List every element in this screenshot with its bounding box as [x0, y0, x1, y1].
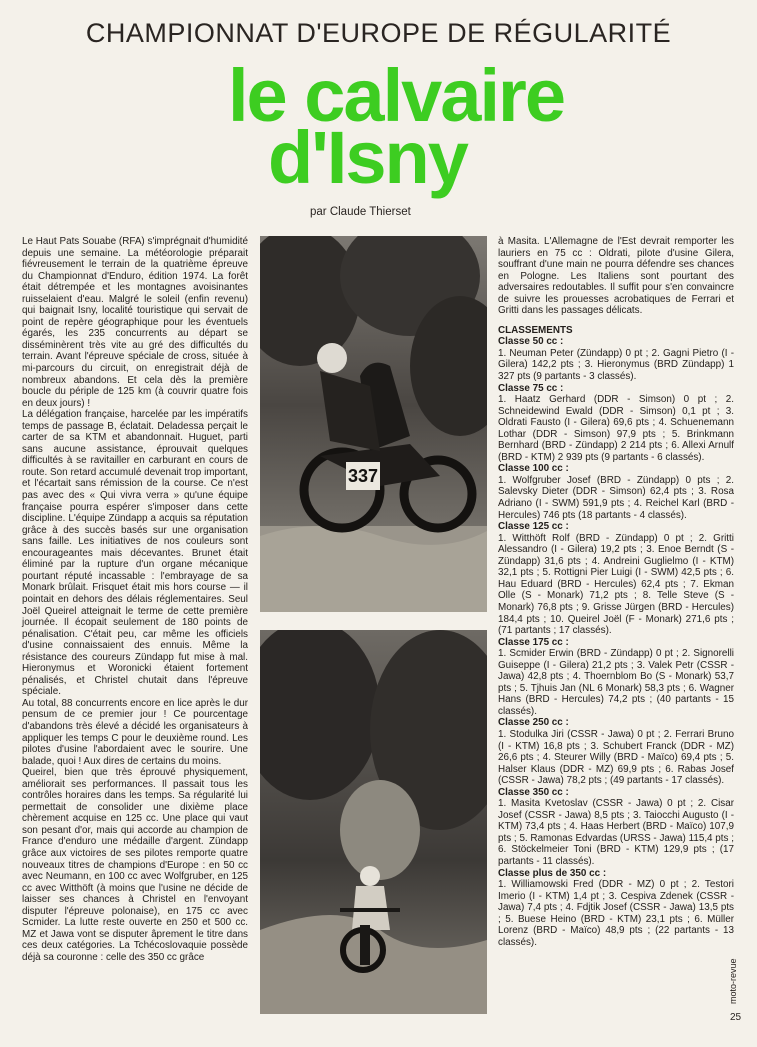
class-heading: Classe 250 cc : [498, 717, 569, 729]
article-column-3 [498, 236, 734, 948]
article-paragraph: Queirel, bien que très éprouvé physiquement, améliorait ses performances. Il passait tous les contrôles horaires dans les temps. Sa régularité lui permettait de consolider une dixième place chèrement acquise en 125 cc. Une place qui vaut son pesant d'or, mais qui accorde au champion de France d'enduro une médaille d'argent. Zündapp grâce aux victoires de ses pilotes remporte quatre nouveaux titres de champions d'Europe : en 50 cc avec Neumann, en 100 cc avec Wolfgruber, en 125 cc avec Witthöft (à moins que l'usine ne décide de laisser ses chances à Christel en l'envoyant disputer l'épreuve polonaise), en 175 cc avec Scmider. La lutte reste ouverte en 250 et 500 cc. MZ et Jawa vont se disputer âprement le titre dans ces deux catégories. La Tchécoslovaquie possède déjà sa couronne : celle des 350 cc grâce [22, 767, 248, 963]
class-results: 1. Stodulka Jiri (CSSR - Jawa) 0 pt ; 2. Ferrari Bruno (I - KTM) 16,8 pts ; 3. Schubert Franck (DDR - MZ) 26,6 pts ; 4. Steurer Willy (BRD - Maïco) 69,4 pts ; 5. Halser Klaus (DDR - MZ) 69,9 pts ; 6. Rabas Josef (CSSR - Jawa) 78,2 pts ; (49 partants - 17 classés). [498, 728, 734, 787]
title-line-2: d'Isny [268, 116, 467, 199]
class-results: 1. Haatz Gerhard (DDR - Simson) 0 pt ; 2. Schneidewind Ewald (DDR - Simson) 0,1 pt ; 3. Oldrati Fausto (I - Gilera) 69,6 pts ; 4. Schuenemann Lothar (DDR - Simson) 97,9 pts ; 5. Brinkmann Bernhard (BRD - Zündapp) 2 214 pts ; 6. Allexi Arnulf (BRD - KTM) 2 939 pts (9 partants - 6 classés). [498, 394, 734, 463]
article-column-1 [22, 236, 248, 963]
photo-rider-top [260, 236, 487, 612]
byline: par Claude Thierset [310, 206, 411, 218]
class-results: 1. Masita Kvetoslav (CSSR - Jawa) 0 pt ; 2. Cisar Josef (CSSR - Jawa) 8,5 pts ; 3. Taiocchi Augusto (I - KTM) 73,4 pts ; 4. Haas Herbert (BRD - Maïco) 107,9 pts ; 5. Ramonas Edvardas (URSS - Jawa) 115,4 pts ; 6. Stöckelmeier Toni (BRD - KTM) 129,9 pts ; (17 partants - 11 classés). [498, 798, 734, 867]
page-number: 25 [730, 1012, 742, 1023]
class-heading: Classe 350 cc : [498, 786, 569, 798]
class-results: 1. Williamowski Fred (DDR - MZ) 0 pt ; 2. Testori Imerio (I - KTM) 1,4 pt ; 3. Cespiva Zdenek (CSSR - Jawa) 7,4 pts ; 4. Fdjtik Josef (CSSR - Jawa) 13,5 pts ; 5. Buese Heino (BRD - KTM) 23,1 pts ; 6. Müller Lorenz (BRD - Maïco) 48,9 pts ; (22 partants - 13 classés). [498, 879, 734, 948]
article-paragraph: Le Haut Pats Souabe (RFA) s'imprégnait d'humidité depuis une semaine. La météorologie préparait fiévreusement le terrain de la quatrième épreuve du Championnat d'Enduro, édition 1974. La forêt était détrempée et les montagnes avoisinantes ruisselaient d'eau. Malgré le soleil (enfin revenu) qui baignait Isny, localité touristique qui servait de point de repère géographique pour les éventuels égarés, les 235 concurrents au départ se disséminèrent très vite au gré des difficultés du terrain. Avant l'épreuve spéciale de cross, située à mi-parcours du circuit, on enregistrait déjà de nombreux abandons. Et cela dès la première boucle du périple de 125 km (à couvrir quatre fois en deux jours) ! [22, 236, 248, 409]
rider-photo-illustration [260, 236, 487, 612]
article-paragraph: La délégation française, harcelée par les impératifs temps de passage B, éclatait. Deladessa perçait le carter de sa KTM et abandonnait. Huguet, parti sans aucune assistance, éprouvait quelques difficultés à se ravitailler en carburant en cours de route. Son retard accumulé devenait trop important, et l'écartait sans rémission de la course. Ce n'est pas avec des « Qui vivra verra » qu'une équipe française pourra espérer s'imposer dans cette discipline. L'équipe Zündapp a acquis sa réputation grâce à des succès basés sur une organisation sans faille. Les initiatives de nos couleurs sont encourageantes mais décevantes. Brunet était éliminé par la rupture d'un organe mécanique pourtant réputé incassable : l'embrayage de sa Monark brûlait. Frisquet était mis hors course — il pointait en dehors des délais réglementaires. Seul Joël Queirel atteignait le terme de cette première journée. Il écopait seulement de 180 points de pénalisation. C'était peu, car même les officiels d'usine connaissaient des ennuis. Même la résistance des coureurs Zündapp fut mise à mal. Hieronymus et Woronicki étaient fortement pénalisés, et Christel chutait dans l'épreuve spéciale. [22, 409, 248, 698]
article-paragraph: à Masita. L'Allemagne de l'Est devrait remporter les lauriers en 75 cc : Oldrati, pilote d'usine Gilera, souffrant d'une main ne pourra défendre ses chances en Pologne. Les Italiens sont pourtant des adversaires redoutables. Il suffit pour s'en convaincre de suivre les prouesses acrobatiques de Ferrari et Gritti dans les passages délicats. [498, 236, 734, 317]
class-heading: Classe plus de 350 cc : [498, 867, 607, 879]
plate-number: 337 [347, 466, 379, 486]
class-results: 1. Neuman Peter (Zündapp) 0 pt ; 2. Gagni Pietro (I - Gilera) 142,2 pts ; 3. Hieronymus (BRD Zündapp) 1 327 pts (9 partants - 3 classés). [498, 347, 734, 383]
kicker-heading: CHAMPIONNAT D'EUROPE DE RÉGULARITÉ [85, 18, 672, 48]
class-results: 1. Wolfgruber Josef (BRD - Zündapp) 0 pts ; 2. Salevsky Dieter (DDR - Simson) 62,4 pts ; 3. Rosa Adriano (I - SWM) 591,9 pts ; 4. Reichel Karl (BRD - Hercules) 746 pts (18 partants - 4 classés). [498, 474, 734, 521]
class-heading: Classe 125 cc : [498, 521, 569, 533]
forest-photo-illustration [260, 630, 487, 1014]
magazine-name: moto-revue [728, 958, 738, 1004]
class-heading: Classe 75 cc : [498, 382, 564, 394]
class-results: 1. Scmider Erwin (BRD - Zündapp) 0 pt ; 2. Signorelli Guiseppe (I - Gilera) 21,2 pts ; 3. Valek Petr (CSSR - Jawa) 42,8 pts ; 4. Thoernblom Bo (S - Monark) 53,7 pts ; 5. Tjhuis Jan (NL 6 Monark) 58,3 pts ; 6. Wagner Hans (BRD - Hercules) 74,2 pts ; (40 partants - 15 classés). [498, 648, 734, 717]
photo-rider-bottom [260, 630, 487, 1014]
class-heading: Classe 175 cc : [498, 636, 569, 648]
article-paragraph: Au total, 88 concurrents encore en lice après le dur pensum de ce premier jour ! Ce pourcentage d'abandons très élevé a décidé les organisateurs à appliquer les temps C pour le deuxième round. Les pilotes d'usine l'abordaient avec le sourire. Une balade, quoi ! Aux dires de certains du moins. [22, 697, 248, 767]
class-heading: Classe 100 cc : [498, 463, 569, 475]
title-line-1: le calvaire [228, 54, 564, 137]
class-heading: Classe 50 cc : [498, 336, 564, 348]
class-results: 1. Witthöft Rolf (BRD - Zündapp) 0 pt ; 2. Gritti Alessandro (I - Gilera) 19,2 pts ; 3. Enoe Berndt (S - Zündapp) 31,6 pts ; 4. Andreini Guglielmo (I - KTM) 32,1 pts ; 5. Rottigni Pier Luigi (I - SWM) 42,5 pts ; 6. Hau Eduard (BRD - Hercules) 62,4 pts ; 7. Ekman Olle (S - Monark) 71,2 pts ; 8. Telle Steve (S - Monark) 76,8 pts ; 9. Grisse Jürgen (BRD - Hercules) 184,4 pts ; 10. Queirel Joël (F - Monark) 271,6 pts ; (71 partants ; 17 classés). [498, 532, 734, 637]
results-heading: CLASSEMENTS [498, 324, 573, 336]
